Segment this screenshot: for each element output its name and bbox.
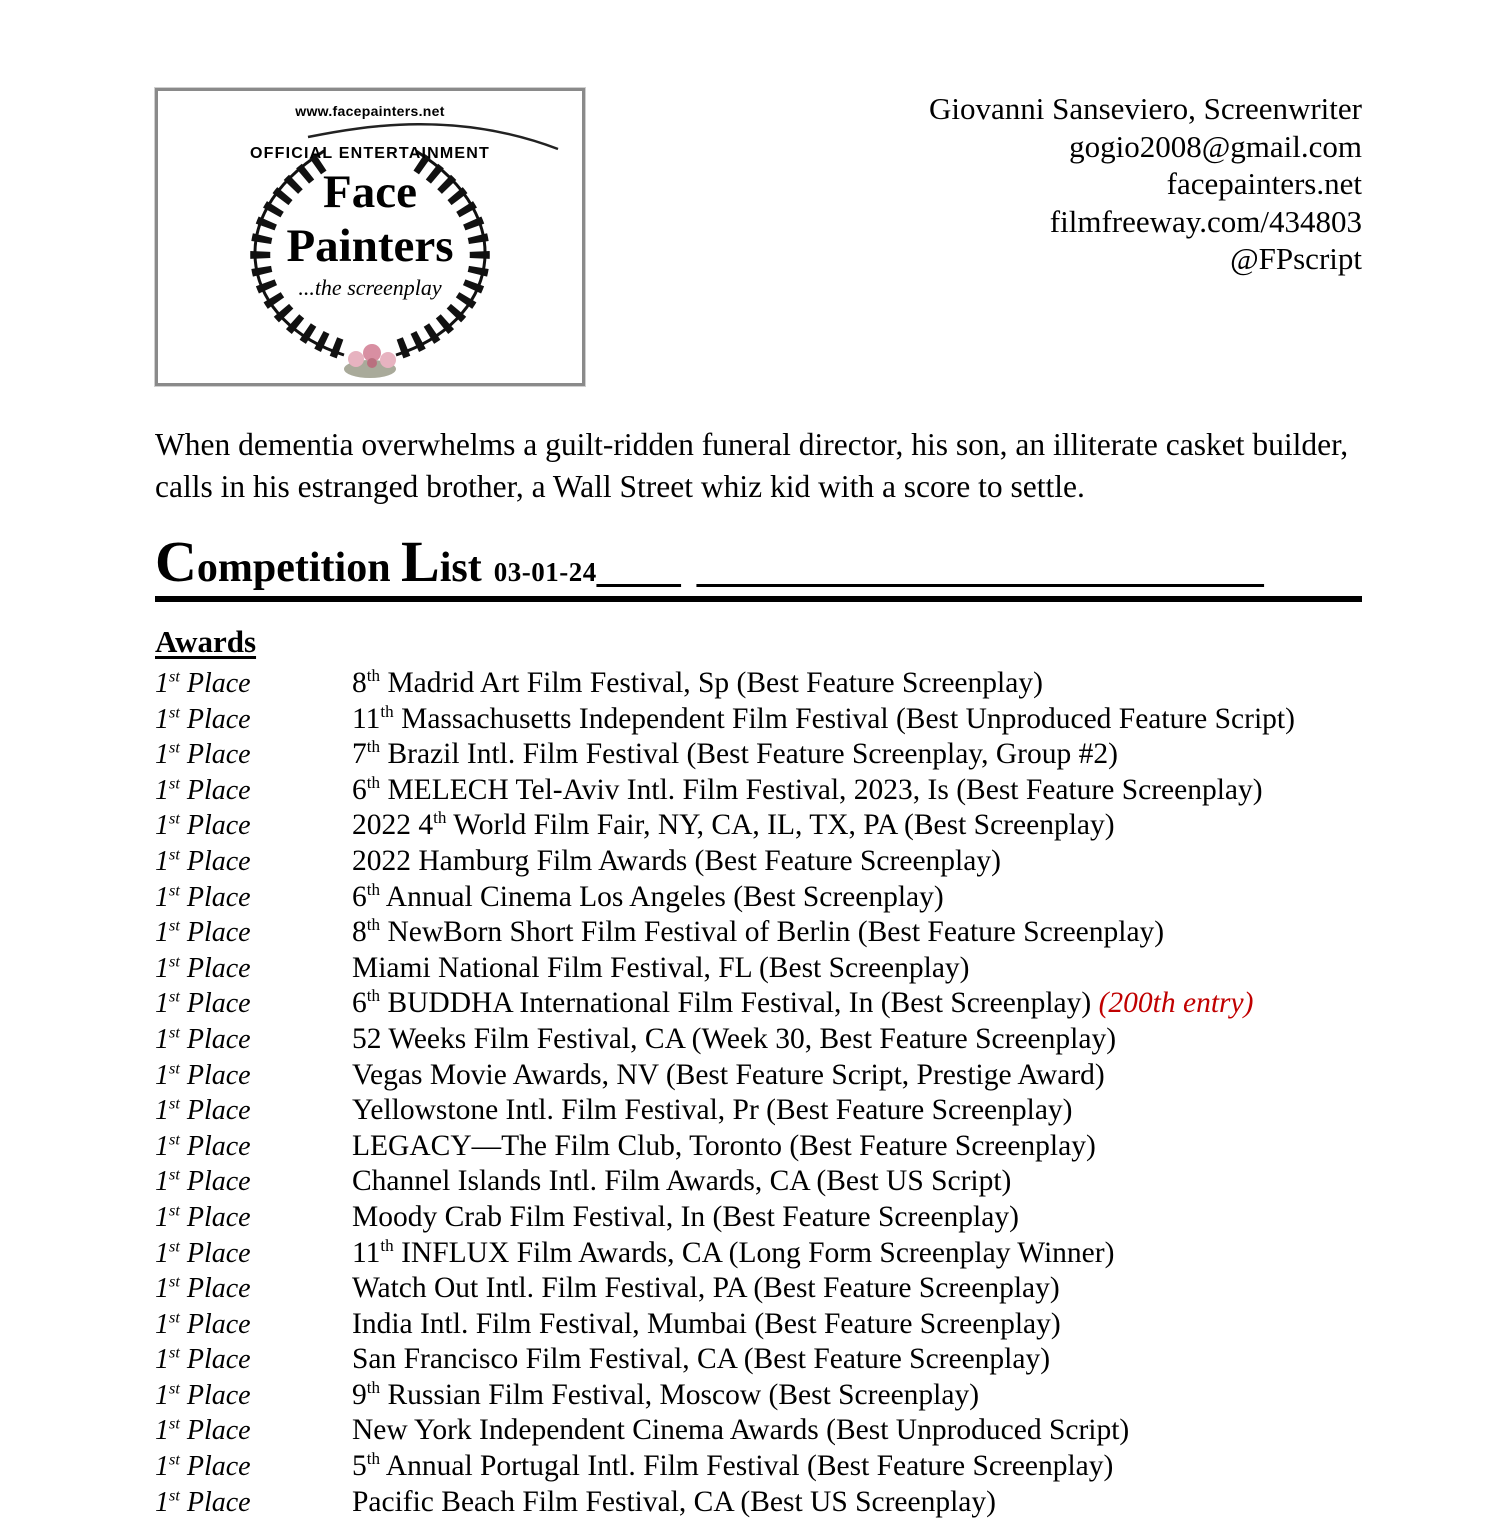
- award-festival-text: 8: [352, 916, 367, 949]
- award-place-ordinal: st: [169, 1272, 180, 1291]
- contact-name: Giovanni Sanseviero, Screenwriter: [928, 91, 1362, 126]
- award-festival-text: 2022 4: [352, 809, 434, 842]
- award-place: [155, 1164, 352, 1200]
- award-festival-text: 9: [352, 1378, 367, 1411]
- header: [0, 0, 1500, 386]
- award-festival: [352, 1485, 996, 1520]
- award-place: [155, 773, 352, 809]
- award-place-ordinal: st: [169, 1059, 180, 1078]
- award-festival-text: 6: [352, 880, 367, 913]
- award-place: [155, 1413, 352, 1449]
- award-place-number: 1: [155, 739, 169, 771]
- award-place: [155, 1271, 352, 1307]
- award-festival: [352, 915, 1164, 951]
- award-place-ordinal: st: [169, 988, 180, 1007]
- award-place-number: 1: [155, 881, 169, 913]
- award-festival-text: New York Independent Cinema Awards (Best Unproduced Script): [352, 1414, 1130, 1447]
- award-place-number: 1: [155, 1237, 169, 1269]
- award-place-number: 1: [155, 988, 169, 1020]
- award-festival-text: World Film Fair, NY, CA, IL, TX, PA (Best Screenplay): [446, 809, 1115, 842]
- award-festival-ordinal: th: [366, 666, 381, 686]
- award-place-ordinal: st: [169, 667, 180, 686]
- award-place: [155, 880, 352, 916]
- award-row: [155, 1093, 1400, 1129]
- award-row: [155, 1449, 1400, 1485]
- logline: When dementia overwhelms a guilt-ridden funeral director, his son, an illiterate casket builder, calls in his estranged brother, a Wall Street whiz kid with a score to settle.: [155, 427, 1349, 504]
- award-place-ordinal: st: [169, 1237, 180, 1256]
- award-festival: [352, 1236, 1114, 1272]
- award-place-word: Place: [179, 988, 251, 1020]
- award-place-ordinal: st: [169, 1308, 180, 1327]
- award-row: [155, 1378, 1400, 1414]
- award-place-ordinal: st: [169, 1130, 180, 1149]
- award-festival-ordinal: th: [366, 737, 381, 757]
- contact-handle: @FPscript: [1230, 241, 1362, 276]
- award-festival-ordinal: th: [380, 701, 394, 721]
- award-place-number: 1: [155, 668, 169, 699]
- award-row: [155, 666, 1400, 702]
- award-place-word: Place: [179, 703, 251, 735]
- award-festival-ordinal: th: [366, 1378, 381, 1398]
- award-place-ordinal: st: [169, 1379, 180, 1398]
- award-festival: [352, 880, 944, 916]
- award-place-number: 1: [155, 1451, 169, 1483]
- award-place-number: 1: [155, 1023, 169, 1055]
- award-place-ordinal: st: [169, 810, 180, 829]
- award-place-number: 1: [155, 1379, 169, 1411]
- award-place: [155, 1022, 352, 1058]
- title-date: 03-01-24: [493, 557, 597, 587]
- award-place-number: 1: [155, 952, 169, 984]
- contact-website: facepainters.net: [1166, 166, 1362, 201]
- award-festival: [352, 951, 970, 987]
- title-underscores: ___________________________: [696, 545, 1264, 591]
- award-row: [155, 986, 1400, 1022]
- award-place-number: 1: [155, 1273, 169, 1305]
- award-row: [155, 1307, 1400, 1343]
- award-festival-ordinal: th: [366, 915, 381, 935]
- award-row: [155, 880, 1400, 916]
- award-festival-text: Annual Portugal Intl. Film Festival (Best Feature Screenplay): [380, 1450, 1114, 1483]
- award-place-ordinal: st: [169, 1165, 180, 1184]
- title-text: ist: [439, 545, 482, 591]
- award-festival-ordinal: th: [380, 1235, 394, 1255]
- award-festival-text: 52 Weeks Film Festival, CA (Week 30, Best Feature Screenplay): [352, 1022, 1117, 1055]
- award-row: [155, 1342, 1400, 1378]
- award-place-number: 1: [155, 845, 169, 877]
- award-place-word: Place: [179, 1415, 251, 1447]
- award-festival-text: Annual Cinema Los Angeles (Best Screenplay): [380, 880, 944, 913]
- award-festival-text: LEGACY—The Film Club, Toronto (Best Feature Screenplay): [352, 1129, 1096, 1162]
- logo-url: www.facepainters.net: [295, 103, 445, 119]
- award-row: [155, 1129, 1400, 1165]
- award-festival-ordinal: th: [366, 1449, 381, 1469]
- award-festival-text: India Intl. Film Festival, Mumbai (Best Feature Screenplay): [352, 1307, 1061, 1340]
- award-place: [155, 986, 352, 1022]
- award-row: [155, 1271, 1400, 1307]
- award-place-word: Place: [179, 774, 251, 806]
- award-festival-text: Channel Islands Intl. Film Awards, CA (Best US Script): [352, 1165, 1012, 1198]
- award-place-word: Place: [179, 1023, 251, 1055]
- award-festival-ordinal: th: [433, 808, 447, 828]
- award-row: [155, 808, 1400, 844]
- award-festival: [352, 1164, 1011, 1200]
- award-festival-text: Massachusetts Independent Film Festival (Best Unproduced Feature Script): [393, 702, 1295, 735]
- awards-list: [155, 666, 1400, 1520]
- award-place-word: Place: [179, 1273, 251, 1305]
- award-place-ordinal: st: [169, 1023, 180, 1042]
- award-festival-text: 7: [352, 738, 367, 771]
- award-place-ordinal: st: [169, 881, 180, 900]
- award-place-word: Place: [179, 952, 251, 984]
- award-place: [155, 1307, 352, 1343]
- award-place-word: Place: [179, 881, 251, 913]
- award-festival-text: Pacific Beach Film Festival, CA (Best US Screenplay): [352, 1485, 996, 1518]
- award-festival-text: 11: [352, 1236, 381, 1269]
- award-row: [155, 1413, 1400, 1449]
- award-place-word: Place: [179, 1486, 251, 1518]
- award-place-word: Place: [179, 1344, 251, 1376]
- award-festival: [352, 702, 1295, 738]
- logo-official-text: OFFICIAL ENTERTAINMENT: [249, 145, 491, 162]
- award-place-ordinal: st: [169, 738, 180, 757]
- award-note: (200th entry): [1098, 987, 1254, 1020]
- award-place-ordinal: st: [169, 1094, 180, 1113]
- award-place-number: 1: [155, 1166, 169, 1198]
- award-festival: [352, 808, 1115, 844]
- award-row: [155, 1200, 1400, 1236]
- award-festival-text: Moody Crab Film Festival, In (Best Feature Screenplay): [352, 1200, 1019, 1233]
- award-place-number: 1: [155, 1130, 169, 1162]
- award-festival: [352, 1058, 1105, 1094]
- face-painters-logo: [155, 88, 585, 386]
- award-place: [155, 1485, 352, 1520]
- contact-block: [929, 88, 1362, 278]
- award-place: [155, 1449, 352, 1485]
- award-row: [155, 951, 1400, 987]
- award-place: [155, 1058, 352, 1094]
- award-place-word: Place: [179, 739, 251, 771]
- award-place: [155, 1378, 352, 1414]
- award-place-number: 1: [155, 1095, 169, 1127]
- award-festival-text: Miami National Film Festival, FL (Best Screenplay): [352, 951, 970, 984]
- award-festival-text: Yellowstone Intl. Film Festival, Pr (Best Feature Screenplay): [352, 1094, 1073, 1127]
- award-row: [155, 702, 1400, 738]
- award-festival: [352, 773, 1263, 809]
- award-row: [155, 1485, 1400, 1520]
- award-place-word: Place: [179, 1095, 251, 1127]
- award-festival-text: MELECH Tel-Aviv Intl. Film Festival, 2023, Is (Best Feature Screenplay): [380, 773, 1263, 806]
- award-place-word: Place: [179, 1166, 251, 1198]
- award-row: [155, 1164, 1400, 1200]
- award-festival-ordinal: th: [366, 986, 381, 1006]
- award-festival-text: Brazil Intl. Film Festival (Best Feature Screenplay, Group #2): [380, 738, 1118, 771]
- award-row: [155, 1058, 1400, 1094]
- award-festival-text: 2022 Hamburg Film Awards (Best Feature Screenplay): [352, 844, 1001, 877]
- award-festival: [352, 1200, 1019, 1236]
- award-place: [155, 737, 352, 773]
- award-place-number: 1: [155, 1201, 169, 1233]
- award-place: [155, 702, 352, 738]
- award-festival-text: Vegas Movie Awards, NV (Best Feature Script, Prestige Award): [352, 1058, 1105, 1091]
- award-place-word: Place: [179, 1059, 251, 1091]
- award-row: [155, 737, 1400, 773]
- award-festival-text: Watch Out Intl. Film Festival, PA (Best Feature Screenplay): [352, 1272, 1060, 1305]
- award-festival: [352, 1129, 1096, 1165]
- award-place-ordinal: st: [169, 952, 180, 971]
- award-row: [155, 773, 1400, 809]
- award-place: [155, 666, 352, 702]
- award-festival: [352, 666, 1043, 702]
- award-row: [155, 1236, 1400, 1272]
- award-festival: [352, 844, 1001, 880]
- award-place-number: 1: [155, 703, 169, 735]
- award-place-ordinal: st: [169, 845, 180, 864]
- contact-email: gogio2008@gmail.com: [1069, 128, 1362, 164]
- award-place: [155, 808, 352, 844]
- award-festival: [352, 1378, 979, 1414]
- logo-title-line2: Painters: [286, 219, 454, 272]
- award-festival: [352, 737, 1118, 773]
- award-place-ordinal: st: [169, 703, 180, 722]
- award-row: [155, 844, 1400, 880]
- award-place-ordinal: st: [169, 1415, 180, 1434]
- award-place-ordinal: st: [169, 774, 180, 793]
- award-place: [155, 1129, 352, 1165]
- award-place-ordinal: st: [169, 1343, 180, 1362]
- award-place-word: Place: [179, 1379, 251, 1411]
- awards-heading: Awards: [155, 624, 257, 659]
- award-festival: [352, 1307, 1061, 1343]
- competition-title: [155, 530, 1362, 602]
- award-place-number: 1: [155, 1415, 169, 1447]
- award-place-number: 1: [155, 1308, 169, 1340]
- award-festival-text: NewBorn Short Film Festival of Berlin (Best Feature Screenplay): [380, 916, 1165, 949]
- award-place-number: 1: [155, 1344, 169, 1376]
- logo-tagline: ...the screenplay: [298, 274, 442, 300]
- award-place: [155, 1093, 352, 1129]
- award-place-word: Place: [179, 1451, 251, 1483]
- title-initial-c: C: [155, 529, 197, 594]
- award-festival: [352, 1342, 1050, 1378]
- award-place-word: Place: [179, 917, 251, 949]
- title-text: ompetition: [196, 545, 402, 591]
- logo-text-block: [158, 91, 582, 383]
- award-place-ordinal: st: [169, 916, 180, 935]
- award-festival: [352, 1449, 1113, 1485]
- contact-filmfreeway: filmfreeway.com/434803: [1049, 203, 1362, 239]
- award-place-word: Place: [179, 845, 251, 877]
- award-place-word: Place: [179, 1201, 251, 1233]
- award-festival: [352, 1093, 1073, 1129]
- award-place-word: Place: [179, 1308, 251, 1340]
- title-underscores: ____: [596, 545, 681, 591]
- award-festival-text: INFLUX Film Awards, CA (Long Form Screenplay Winner): [393, 1236, 1115, 1269]
- award-festival-text: Madrid Art Film Festival, Sp (Best Feature Screenplay): [380, 667, 1043, 699]
- award-festival-text: 11: [352, 702, 381, 735]
- award-festival-text: Russian Film Festival, Moscow (Best Screenplay): [380, 1378, 980, 1411]
- award-place: [155, 951, 352, 987]
- award-place-number: 1: [155, 810, 169, 842]
- award-festival: [352, 1022, 1116, 1058]
- award-place-word: Place: [179, 1237, 251, 1269]
- award-place-number: 1: [155, 1486, 169, 1518]
- award-festival-text: 8: [352, 667, 367, 699]
- award-place-word: Place: [179, 1130, 251, 1162]
- award-festival: [352, 986, 1253, 1022]
- award-place: [155, 1236, 352, 1272]
- award-festival-text: 5: [352, 1450, 367, 1483]
- award-place: [155, 844, 352, 880]
- award-place-ordinal: st: [169, 1486, 180, 1505]
- award-place: [155, 1200, 352, 1236]
- award-festival-text: 6: [352, 773, 367, 806]
- award-place: [155, 1342, 352, 1378]
- award-place-word: Place: [179, 668, 251, 699]
- award-place-number: 1: [155, 917, 169, 949]
- award-place: [155, 915, 352, 951]
- award-festival-text: San Francisco Film Festival, CA (Best Feature Screenplay): [352, 1343, 1051, 1376]
- title-initial-l: L: [401, 529, 440, 594]
- award-festival-text: 6: [352, 987, 367, 1020]
- award-row: [155, 915, 1400, 951]
- award-place-ordinal: st: [169, 1450, 180, 1469]
- logo-title-line1: Face: [323, 166, 417, 218]
- award-festival-text: BUDDHA International Film Festival, In (Best Screenplay): [380, 987, 1099, 1020]
- award-place-number: 1: [155, 1059, 169, 1091]
- award-festival: [352, 1413, 1129, 1449]
- award-place-number: 1: [155, 774, 169, 806]
- award-row: [155, 1022, 1400, 1058]
- award-place-ordinal: st: [169, 1201, 180, 1220]
- award-place-word: Place: [179, 810, 251, 842]
- award-festival: [352, 1271, 1060, 1307]
- award-festival-ordinal: th: [366, 879, 381, 899]
- award-festival-ordinal: th: [366, 772, 381, 792]
